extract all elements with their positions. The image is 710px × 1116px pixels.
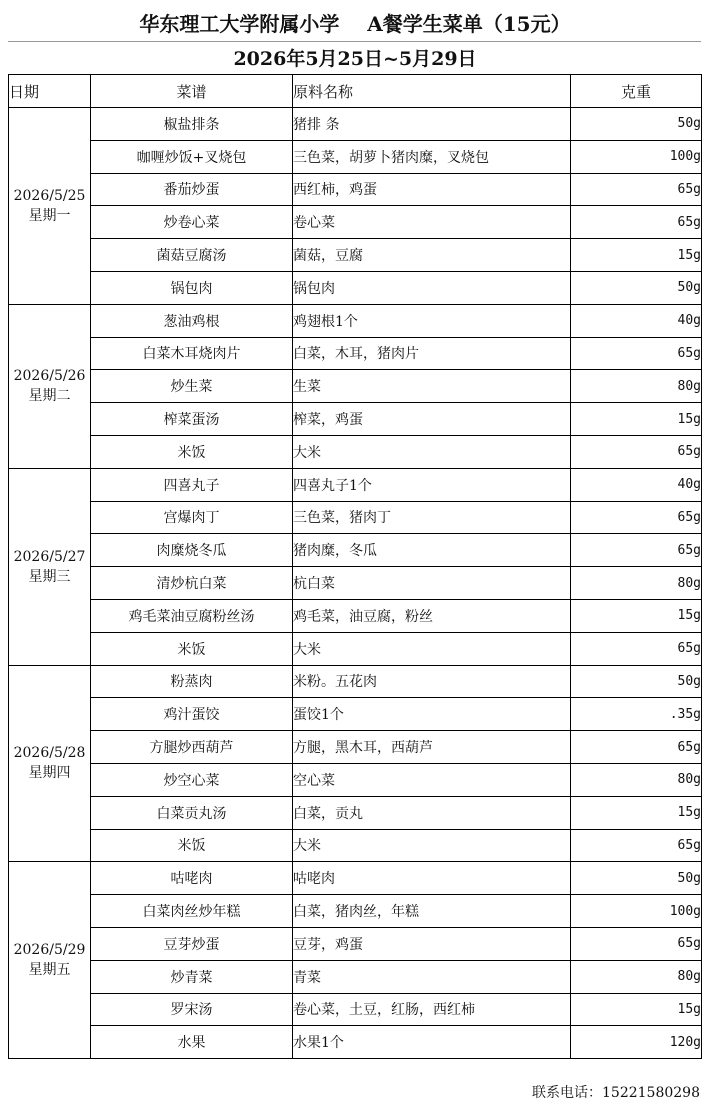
table-row [9,895,702,928]
column-header-date: 日期 [9,75,91,108]
weight: 65g [571,435,702,468]
table-row [9,173,702,206]
dish-name: 米饭 [91,829,293,862]
dish-name: 鸡汁蛋饺 [91,698,293,731]
ingredients: 西红柿，鸡蛋 [293,173,571,206]
table-row [9,140,702,173]
weight: 65g [571,173,702,206]
weight: 50g [571,271,702,304]
ingredients: 卷心菜 [293,206,571,239]
column-header-ingredients: 原料名称 [293,75,571,108]
weight: 65g [571,534,702,567]
dish-name: 番茄炒蛋 [91,173,293,206]
ingredients: 三色菜，猪肉丁 [293,501,571,534]
table-row [9,927,702,960]
weight: .35g [571,698,702,731]
dish-name: 椒盐排条 [91,108,293,141]
dish-name: 罗宋汤 [91,993,293,1026]
weight: 65g [571,829,702,862]
ingredients: 菌菇，豆腐 [293,239,571,272]
table-row [9,665,702,698]
ingredients: 方腿，黑木耳，西葫芦 [293,731,571,764]
table-row [9,993,702,1026]
weight: 100g [571,140,702,173]
dish-name: 白菜贡丸汤 [91,796,293,829]
ingredients: 大米 [293,829,571,862]
weight: 80g [571,960,702,993]
weight: 80g [571,567,702,600]
dish-name: 四喜丸子 [91,468,293,501]
table-row [9,632,702,665]
dish-name: 肉糜烧冬瓜 [91,534,293,567]
day-cell [9,665,91,862]
dish-name: 葱油鸡根 [91,304,293,337]
dish-name: 炒青菜 [91,960,293,993]
weight: 65g [571,927,702,960]
column-header-dish: 菜谱 [91,75,293,108]
table-row [9,534,702,567]
weight: 65g [571,337,702,370]
day-cell [9,468,91,665]
weight: 80g [571,763,702,796]
ingredients: 白菜，贡丸 [293,796,571,829]
ingredients: 榨菜，鸡蛋 [293,403,571,436]
ingredients: 锅包肉 [293,271,571,304]
menu-body [9,108,702,1059]
table-row [9,108,702,141]
dish-name: 锅包肉 [91,271,293,304]
weight: 65g [571,206,702,239]
table-row [9,567,702,600]
column-header-weight: 克重 [571,75,702,108]
weight: 15g [571,993,702,1026]
weight: 100g [571,895,702,928]
ingredients: 豆芽，鸡蛋 [293,927,571,960]
table-row [9,763,702,796]
weight: 15g [571,796,702,829]
page-title: 华东理工大学附属小学 A餐学生菜单（15元） [139,12,571,36]
day-cell [9,862,91,1059]
dish-name: 炒空心菜 [91,763,293,796]
day-cell [9,304,91,468]
ingredients: 三色菜，胡萝卜猪肉糜，叉烧包 [293,140,571,173]
table-row [9,206,702,239]
dish-name: 白菜木耳烧肉片 [91,337,293,370]
contact-phone: 联系电话：15221580298 [532,1085,700,1101]
day-weekday: 星期一 [28,207,71,224]
dish-name: 豆芽炒蛋 [91,927,293,960]
weight: 15g [571,403,702,436]
table-row [9,435,702,468]
dish-name: 米饭 [91,435,293,468]
weight: 65g [571,632,702,665]
table-row [9,468,702,501]
ingredients: 大米 [293,435,571,468]
table-row [9,698,702,731]
ingredients: 蛋饺1个 [293,698,571,731]
day-weekday: 星期四 [28,765,71,782]
table-row [9,599,702,632]
dish-name: 方腿炒西葫芦 [91,731,293,764]
dish-name: 炒生菜 [91,370,293,403]
weight: 50g [571,108,702,141]
table-row [9,731,702,764]
dish-name: 炒卷心菜 [91,206,293,239]
dish-name: 榨菜蛋汤 [91,403,293,436]
ingredients: 水果1个 [293,1026,571,1059]
title-divider [8,41,701,42]
day-date: 2026/5/25 [13,187,86,204]
menu-table [8,74,702,1059]
weight: 120g [571,1026,702,1059]
weight: 40g [571,304,702,337]
ingredients: 青菜 [293,960,571,993]
ingredients: 大米 [293,632,571,665]
ingredients: 白菜，木耳，猪肉片 [293,337,571,370]
ingredients: 杭白菜 [293,567,571,600]
day-weekday: 星期三 [28,568,71,585]
table-row [9,796,702,829]
ingredients: 卷心菜，土豆，红肠，西红柿 [293,993,571,1026]
day-date: 2026/5/28 [13,745,86,762]
ingredients: 米粉。五花肉 [293,665,571,698]
dish-name: 清炒杭白菜 [91,567,293,600]
weight: 65g [571,501,702,534]
table-row [9,1026,702,1059]
dish-name: 粉蒸肉 [91,665,293,698]
ingredients: 猪排 条 [293,108,571,141]
dish-name: 米饭 [91,632,293,665]
dish-name: 咖喱炒饭+叉烧包 [91,140,293,173]
dish-name: 宫爆肉丁 [91,501,293,534]
table-row [9,829,702,862]
day-weekday: 星期二 [28,388,71,405]
table-row [9,960,702,993]
weight: 50g [571,665,702,698]
table-row [9,239,702,272]
dish-name: 鸡毛菜油豆腐粉丝汤 [91,599,293,632]
dish-name: 菌菇豆腐汤 [91,239,293,272]
table-row [9,403,702,436]
weight: 80g [571,370,702,403]
day-date: 2026/5/29 [13,942,86,959]
date-range: 2026年5月25日~5月29日 [233,48,477,70]
dish-name: 水果 [91,1026,293,1059]
ingredients: 空心菜 [293,763,571,796]
day-date: 2026/5/27 [13,548,86,565]
ingredients: 鸡毛菜，油豆腐，粉丝 [293,599,571,632]
day-date: 2026/5/26 [13,368,86,385]
weight: 65g [571,731,702,764]
ingredients: 咕咾肉 [293,862,571,895]
ingredients: 四喜丸子1个 [293,468,571,501]
table-row [9,862,702,895]
table-row [9,304,702,337]
ingredients: 猪肉糜，冬瓜 [293,534,571,567]
table-row [9,501,702,534]
table-row [9,370,702,403]
day-cell [9,108,91,305]
weight: 15g [571,599,702,632]
table-row [9,271,702,304]
ingredients: 白菜，猪肉丝，年糕 [293,895,571,928]
day-weekday: 星期五 [28,962,71,979]
weight: 50g [571,862,702,895]
dish-name: 咕咾肉 [91,862,293,895]
dish-name: 白菜肉丝炒年糕 [91,895,293,928]
ingredients: 生菜 [293,370,571,403]
weight: 15g [571,239,702,272]
weight: 40g [571,468,702,501]
table-header-row [9,75,702,108]
ingredients: 鸡翅根1个 [293,304,571,337]
table-row [9,337,702,370]
